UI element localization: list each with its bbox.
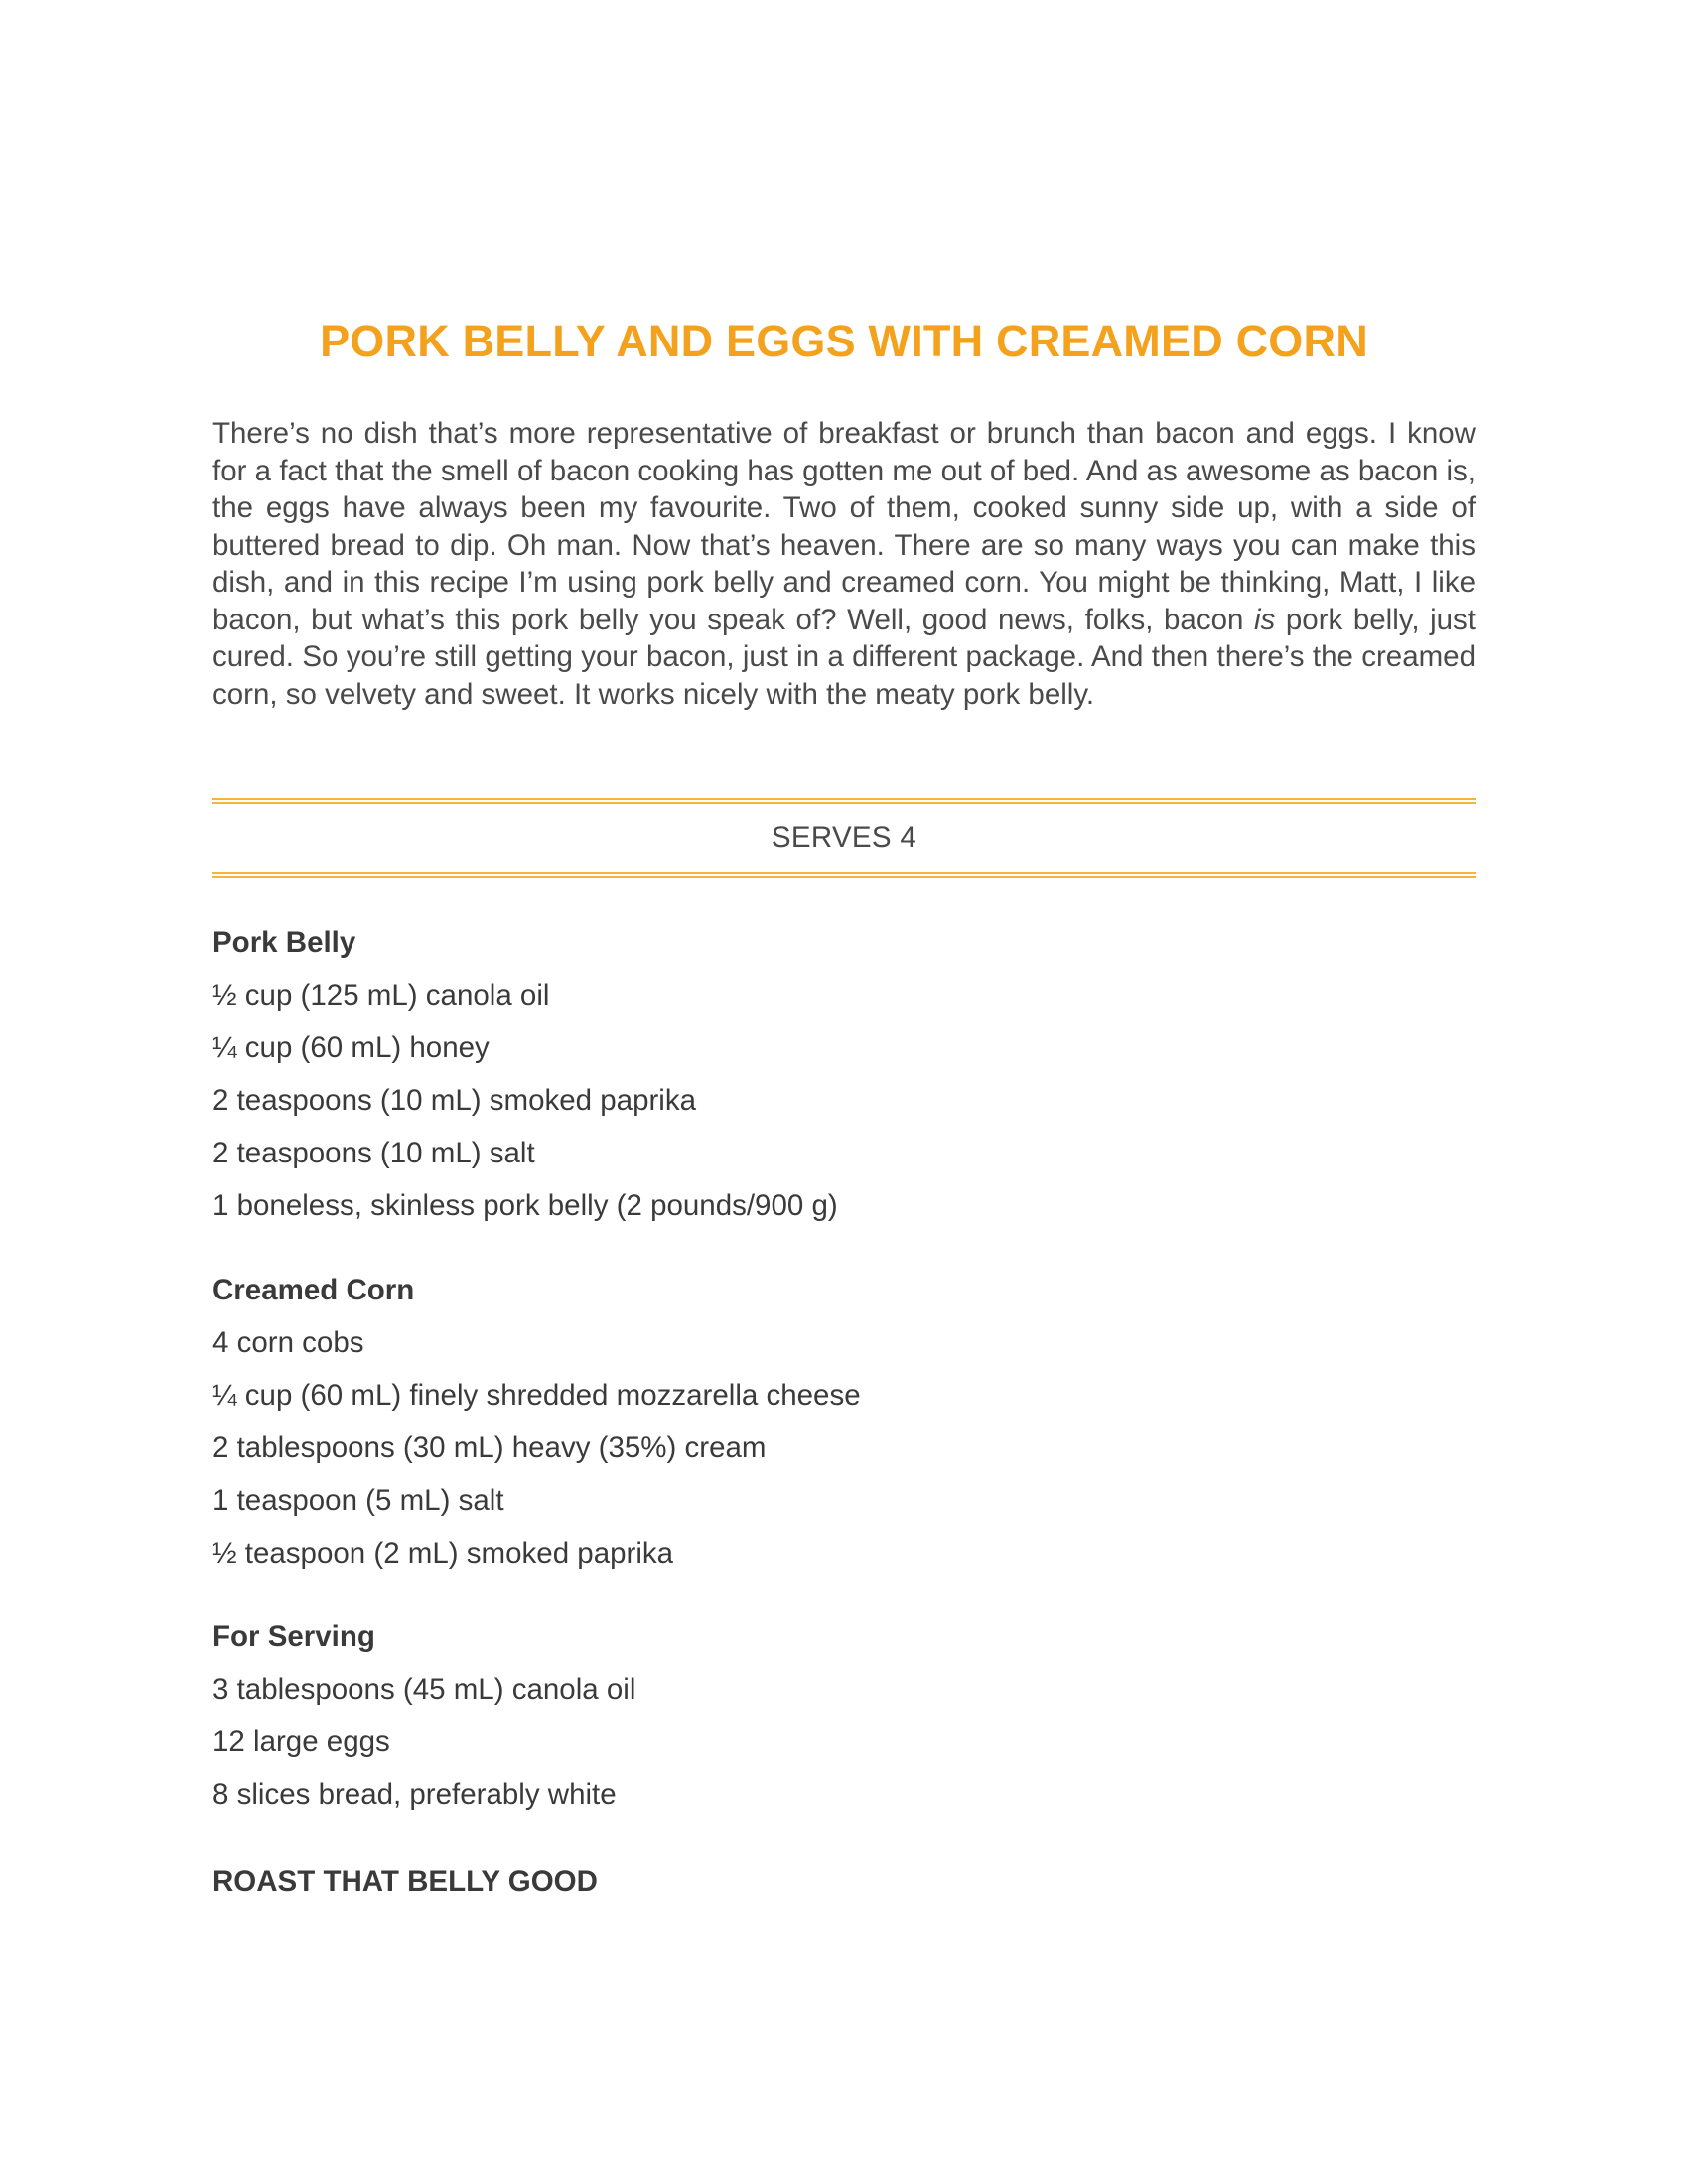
ingredient-item: ¼ cup (60 mL) honey — [212, 1031, 490, 1064]
ingredient-item: 12 large eggs — [212, 1725, 390, 1758]
section-heading: For Serving — [212, 1620, 375, 1653]
intro-text-part-2: pork belly, just cured. So you’re still getting your bacon, just in a different package. And then there’s the creamed corn, so velvety and sweet. It works nicely with the meaty pork belly. — [212, 603, 1477, 711]
section-heading: Pork Belly — [212, 926, 356, 959]
ingredient-item: 1 teaspoon (5 mL) salt — [212, 1484, 504, 1517]
ingredient-item: 4 corn cobs — [212, 1326, 364, 1359]
ingredient-item: 2 tablespoons (30 mL) heavy (35%) cream — [212, 1432, 767, 1464]
ingredient-item: ½ cup (125 mL) canola oil — [212, 979, 550, 1012]
intro-italic-word: is — [1253, 603, 1276, 636]
ingredient-section-pork-belly — [212, 925, 1476, 1224]
ingredient-item: ½ teaspoon (2 mL) smoked paprika — [212, 1537, 674, 1570]
ingredient-section-for-serving — [212, 1619, 1476, 1813]
serves-top-rule — [212, 798, 1476, 804]
ingredient-item: 8 slices bread, preferably white — [212, 1778, 617, 1811]
ingredient-item: 3 tablespoons (45 mL) canola oil — [212, 1673, 636, 1706]
method-heading: ROAST THAT BELLY GOOD — [212, 1865, 598, 1898]
serves-bottom-rule — [212, 872, 1476, 878]
recipe-title: PORK BELLY AND EGGS WITH CREAMED CORN — [320, 316, 1368, 366]
ingredient-item: ¼ cup (60 mL) finely shredded mozzarella cheese — [212, 1379, 861, 1412]
intro-text-part-1: There’s no dish that’s more representative of breakfast or brunch than bacon and eggs. I know for a fact that the smell of bacon cooking has gotten me out of bed. And as awesome as bacon is, the eggs have always been my favourite. Two of them, cooked sunny side up, with a side of buttered bread to dip. Oh man. Now that’s heaven. There are so many ways you can make this dish, and in this recipe I’m using pork belly and creamed corn. You might be thinking, Matt, I like bacon, but what’s this pork belly you speak of? Well, good news, folks, bacon — [212, 417, 1476, 636]
serves-label: SERVES 4 — [771, 821, 917, 854]
ingredient-section-creamed-corn — [212, 1273, 1476, 1571]
recipe-intro — [212, 415, 1476, 713]
ingredient-item: 2 teaspoons (10 mL) smoked paprika — [212, 1084, 697, 1117]
ingredient-item: 1 boneless, skinless pork belly (2 pounds/900 g) — [212, 1189, 838, 1222]
ingredient-item: 2 teaspoons (10 mL) salt — [212, 1137, 535, 1169]
section-heading: Creamed Corn — [212, 1274, 415, 1306]
